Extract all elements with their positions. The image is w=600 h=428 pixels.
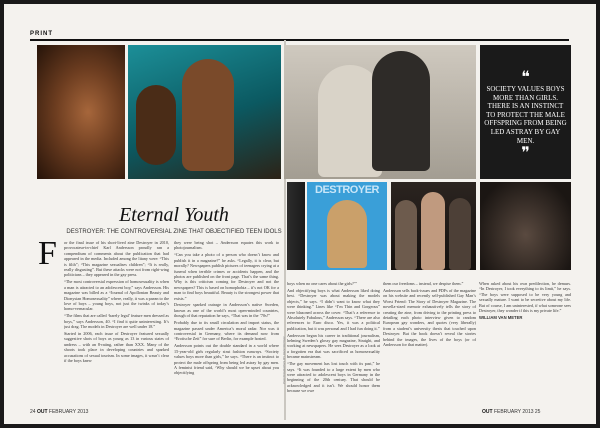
folio-brand: OUT <box>482 409 493 415</box>
folio-right <box>482 409 540 415</box>
photo-figure <box>136 85 176 165</box>
photo-two-boys-studio <box>284 45 476 179</box>
body-paragraph: “The most controversial expression of homosexuality is when a man is attracted to an adolescent boy,” says Andersson. His magazine was billed as a “Journal of Apollonian Beauty and Dionysian Homosexuality” where, really, it was a paean to the love of boys – young boys, not just the twinks of today’s homo-vernacular. <box>64 279 169 312</box>
body-paragraph: they were being shot – Andersson equates this work to photojournalism. <box>174 240 279 251</box>
photo-boys-pool <box>128 45 281 179</box>
body-column-5 <box>479 281 571 408</box>
body-paragraph: “The gay movement has lost touch with its past,” he says. “It was founded to a large extent by men who were attracted to adolescent boys in Germany in the beginning of the 20th century. That should be acknowledged and it isn’t. We should honor them because we owe <box>287 361 380 394</box>
body-paragraph: “The films that are called ‘barely legal’ feature men dressed as boys,” says Andersson, 40. “I find it quite uninteresting. It’s just drag. The models in Destroyer are well under 18.” <box>64 313 169 330</box>
photo-credit: PHOTOGRAPHS BY DESTROYER <box>282 336 286 384</box>
drop-cap: F <box>38 235 57 272</box>
cover-model <box>327 200 367 268</box>
photo-group-of-boys <box>391 182 476 270</box>
folio-date: FEBRUARY 2013 <box>493 409 534 415</box>
photo-figure <box>182 59 234 171</box>
body-paragraph: Started in 2006, each issue of Destroyer featured sexually suggestive shots of boys as young as 13 in various states of undress – with an 8-rating, rather than XXX. Many of the shoots took place in developing countries and sparked accusations of sexual tourism. In some images, it wasn’t clear if the boys knew <box>64 331 169 364</box>
magazine-cover-title: DESTROYER <box>315 184 379 196</box>
photo-figure <box>421 192 445 270</box>
page-number: 25 <box>534 409 541 415</box>
photo-boxer-portrait <box>480 182 571 270</box>
page-number: 24 <box>30 409 36 415</box>
quote-open-mark: ❝ <box>521 69 530 86</box>
body-paragraph: them our freedoms – instead, we despise them.” <box>383 281 464 286</box>
body-column-2 <box>174 240 279 400</box>
body-paragraph: “Can you take a photo of a person who doesn’t know and publish it in a magazine?” he asks. “Legally, it is clear, but morally? Newspapers publish pictures of teenagers crying at a funeral when terrible crimes or accidents happen, and the photos are published on the front page. That’s the same thing. Why is this criticism coming for Destroyer and not the newspapers? This is based on homophobia – it’s not OK for a man to find boys beautiful. Beauty is the strongest power that exists.” <box>174 252 279 301</box>
body-paragraph: or the final issue of his short-lived zine Destroyer in 2010, provocateur-in-chief Karl Andersson proudly ran a compendium of comments about the publication that had appeared in the media. Included among the litany were: “This is filth”; “This magazine sexualises children”; “It is really, really disgusting”. But these attacks were not from right-wing politicians – they appeared in the gay press. <box>64 240 169 278</box>
article-deck: DESTROYER: THE CONTROVERSIAL ZINE THAT OBJECTIFIED TEEN IDOLS <box>66 229 282 235</box>
photo-figure <box>395 200 417 270</box>
body-paragraph: When asked about his own predilection, he demurs. “In Destroyer, I took everything to its limit,” he says. “The boys were supposed to be very young and sexually mature. I want to be secretive about my life. But of course, I am uninterested, if what someone sees Destroyer, they wonder if this is my private life.” <box>479 281 571 314</box>
body-paragraph: Probably due to its small circulation and import status, the magazine passed under America’s moral radar. Nor was it controversial in Germany, where its demand now from “Erotische Zeit” for sure of Berlin, for example hosted. <box>174 320 279 342</box>
photo-figure <box>372 51 430 171</box>
body-paragraph: And objectifying boys is what Andersson liked doing best. “Destroyer was about making the models objects,” he says. “I didn’t want to know what they were thinking.” Lines like “I’m Thin and Gorgeous” were blazoned across the cover. “That’s a reference to Absolutely Fabulous,” Andersson says. “There are also references to Euro disco. Yes, it was a political publication, but it was personal and I had fun doing it.” <box>287 287 380 331</box>
body-paragraph: boys when no one cares about the girls?’” <box>287 281 358 286</box>
magazine-cover-image <box>307 182 387 270</box>
body-column-1 <box>64 240 169 400</box>
section-label: PRINT <box>30 31 53 37</box>
body-paragraph: Andersson sells back-issues and PDFs of the magazine on his website and recently self-published Gay Man’s Worst Friend: The Story of Destroyer Magazine. The novella-sized memoir exhaustively tells the story of creating the zine, from driving to the printing press to detailing each photo interview given to random European gay wonders, and quotes (very liberally) from a student’s university thesis that touched upon Destroyer. But the book doesn’t reveal the stories behind the images, the lives of the boys (or of Andersson for that matter). <box>383 287 476 347</box>
folio-brand: OUT <box>36 409 48 415</box>
body-paragraph: Andersson began his career in traditional journalism, helming Sweden’s glossy gay magazine, Straight, and working at newspapers. He sees Destroyer as a look at a forgotten era that was sacrificed as homosexuality became mainstream. <box>287 332 380 360</box>
photo-figure <box>449 198 471 270</box>
pull-quote <box>480 45 571 179</box>
folio-date: FEBRUARY 2013 <box>48 409 89 415</box>
body-column-4 <box>383 281 476 408</box>
body-paragraph: Andersson points out the double standard in a world where 15-year-old girls regularly strut fashion runways. “Society values boys more than girls,” he says. “There is an instinct to protect the male offspring from being led astray by gay men. A feminist friend said, ‘Why should we be upset about you objectifying <box>174 343 279 376</box>
photo-portrait-closeup <box>37 45 125 179</box>
quote-close-mark: ❞ <box>521 145 530 163</box>
folio-left <box>30 409 88 415</box>
photo-dark-sliver <box>287 182 305 270</box>
body-column-3 <box>287 281 380 408</box>
author-byline: WILLIAM VAN METER <box>479 314 523 320</box>
body-paragraph: Destroyer sparked outrage in Andersson’s native Sweden, known as one of the world’s most open-minded countries, though of that reputation he says, “That was in the ’70s!” <box>174 302 279 319</box>
article-headline: Eternal Youth <box>119 204 229 226</box>
pull-quote-text: SOCIETY VALUES BOYS MORE THAN GIRLS. THERE IS AN INSTINCT TO PROTECT THE MALE OFFSPRING FROM BEING LED ASTRAY BY GAY MEN. <box>484 85 567 145</box>
header-rule <box>30 39 569 41</box>
magazine-spread <box>4 4 596 424</box>
